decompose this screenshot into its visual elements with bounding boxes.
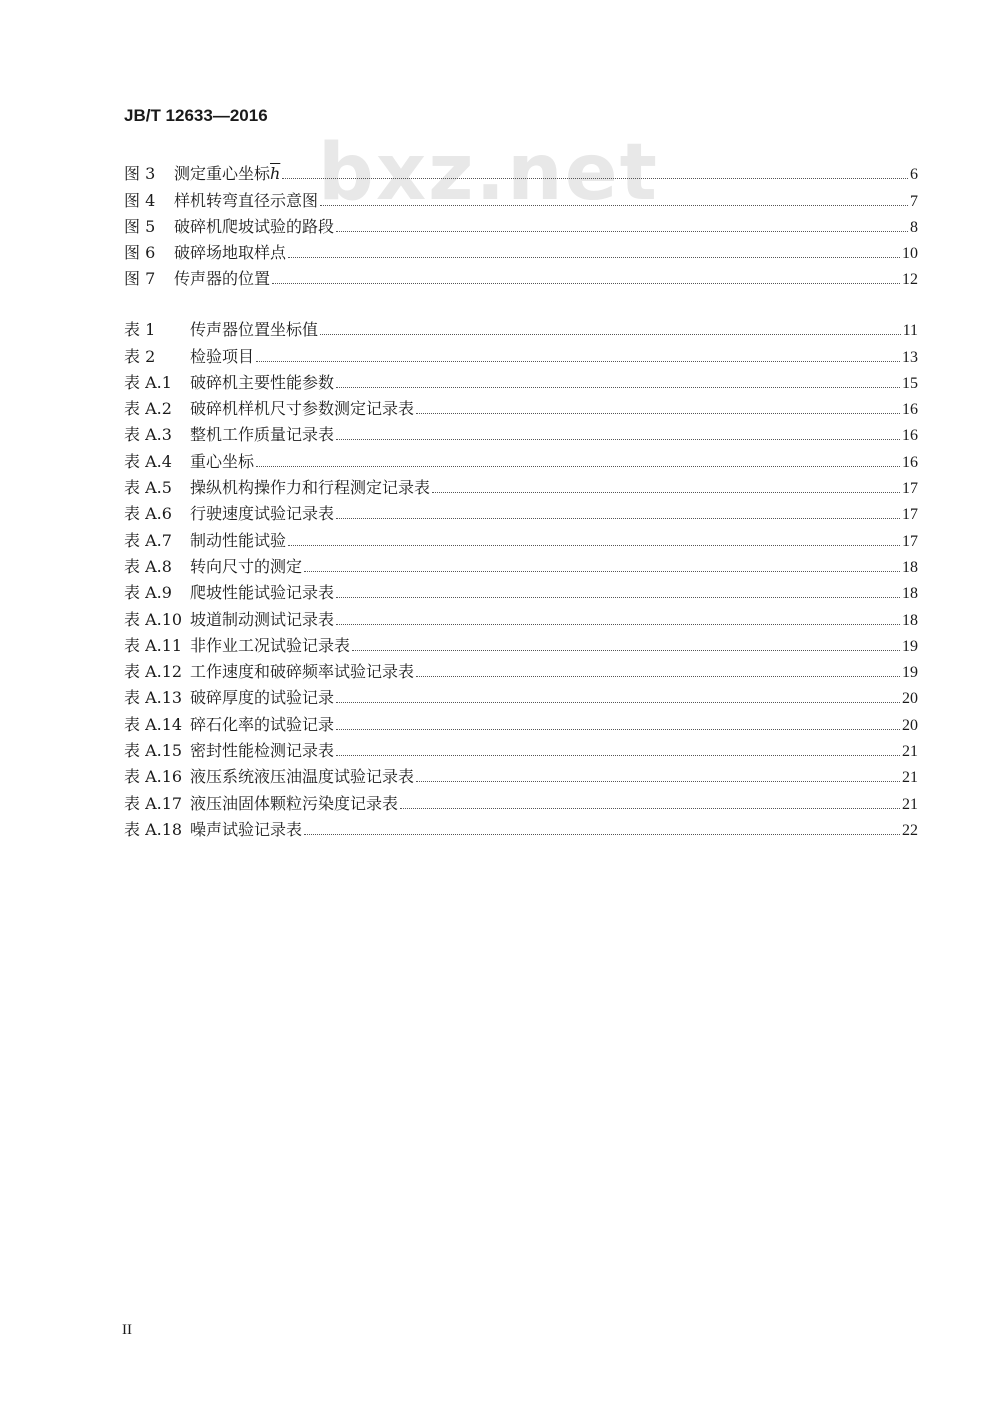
toc-entry-title: 爬坡性能试验记录表: [190, 583, 335, 603]
toc-entry-title: 工作速度和破碎频率试验记录表: [190, 662, 415, 682]
toc-entry[interactable]: [124, 814, 918, 840]
toc-entry-page: 17: [902, 506, 918, 524]
toc-entry-label: 表 A.2: [124, 399, 172, 419]
toc-entry-title: 液压油固体颗粒污染度记录表: [190, 793, 399, 813]
toc-entry-page: 15: [902, 374, 918, 392]
dot-leader: [272, 282, 900, 284]
toc-entry-page: 18: [902, 585, 918, 603]
toc-entry-title: 操纵机构操作力和行程测定记录表: [190, 478, 431, 498]
toc-entry-label: 表 A.14: [124, 714, 183, 734]
toc-entry[interactable]: [124, 735, 918, 761]
dot-leader: [304, 570, 900, 572]
dot-leader: [352, 649, 900, 651]
toc-entry-title: 破碎机主要性能参数: [190, 372, 335, 392]
toc-entry-label: 表 A.4: [124, 451, 172, 471]
toc-entry-page: 21: [902, 743, 918, 761]
toc-entry-page: 13: [902, 348, 918, 366]
toc-entry-page: 19: [902, 664, 918, 682]
dot-leader: [256, 465, 900, 467]
toc-entry-title: 破碎场地取样点: [174, 243, 287, 263]
toc-entry-page: 21: [902, 769, 918, 787]
toc-entry[interactable]: [124, 314, 918, 340]
dot-leader: [416, 412, 900, 414]
dot-leader: [336, 754, 900, 756]
toc-entry-page: 16: [902, 401, 918, 419]
dot-leader: [416, 780, 900, 782]
toc-entry-page: 19: [902, 637, 918, 655]
toc-entry-page: 17: [902, 480, 918, 498]
toc-entry-title: 密封性能检测记录表: [190, 741, 335, 761]
toc-entry-title: 破碎机样机尺寸参数测定记录表: [190, 399, 415, 419]
toc-entry-label: 表 2: [124, 346, 156, 366]
toc-entry[interactable]: [124, 184, 918, 210]
toc-entry-label: 表 A.5: [124, 478, 172, 498]
toc-entry-title: 整机工作质量记录表: [190, 425, 335, 445]
toc-entry[interactable]: [124, 263, 918, 289]
toc-entry-label: 表 A.18: [124, 819, 183, 839]
toc-entry[interactable]: [124, 524, 918, 550]
toc-entry-label: 表 A.11: [124, 635, 183, 655]
toc-entry-label: 图 4: [124, 190, 156, 210]
toc-entry[interactable]: [124, 656, 918, 682]
toc-entry-page: 17: [902, 532, 918, 550]
dot-leader: [304, 833, 900, 835]
table-list: [124, 314, 918, 840]
toc-entry-label: 表 A.3: [124, 425, 172, 445]
toc-entry-label: 图 5: [124, 216, 156, 236]
toc-entry[interactable]: [124, 603, 918, 629]
figure-list: [124, 158, 918, 289]
toc-entry-label: 图 3: [124, 164, 156, 184]
toc-entry[interactable]: [124, 367, 918, 393]
toc-entry-page: 7: [910, 192, 918, 210]
toc-entry-label: 表 A.7: [124, 530, 172, 550]
toc-entry-page: 8: [910, 218, 918, 236]
toc-entry[interactable]: [124, 761, 918, 787]
dot-leader: [336, 517, 900, 519]
toc-entry-title: 坡道制动测试记录表: [190, 609, 335, 629]
toc-entry-label: 表 A.1: [124, 372, 172, 392]
dot-leader: [288, 544, 900, 546]
toc-entry[interactable]: [124, 158, 918, 184]
toc-entry-label: 图 6: [124, 243, 156, 263]
toc-entry-label: 表 A.12: [124, 662, 183, 682]
toc-entry-title: 转向尺寸的测定: [190, 556, 303, 576]
toc-entry-label: 表 A.16: [124, 767, 183, 787]
toc-entry-page: 22: [902, 821, 918, 839]
toc-entry[interactable]: [124, 445, 918, 471]
toc-entry[interactable]: [124, 630, 918, 656]
dot-leader: [336, 596, 900, 598]
dot-leader: [336, 386, 900, 388]
watermark: bxz.net: [318, 128, 659, 218]
toc-entry[interactable]: [124, 340, 918, 366]
toc-entry-label: 表 A.15: [124, 741, 183, 761]
dot-leader: [336, 230, 908, 232]
toc-entry-label: 表 A.6: [124, 504, 172, 524]
toc-entry-page: 11: [902, 322, 918, 340]
page-number: II: [122, 1322, 132, 1338]
dot-leader: [432, 491, 900, 493]
toc-entry-title: 制动性能试验: [190, 530, 287, 550]
dot-leader: [416, 675, 900, 677]
toc-entry-title: 碎石化率的试验记录: [190, 714, 335, 734]
toc-entry-title: 重心坐标: [190, 451, 255, 471]
toc-entry-page: 20: [902, 690, 918, 708]
toc-entry-page: 16: [902, 427, 918, 445]
toc-entry-page: 10: [902, 245, 918, 263]
toc-entry-label: 表 A.13: [124, 688, 183, 708]
toc-entry-page: 6: [910, 166, 918, 184]
dot-leader: [256, 360, 900, 362]
h-bar-symbol: $\overline{h}$: [270, 164, 281, 184]
toc-entry-title: 液压系统液压油温度试验记录表: [190, 767, 415, 787]
toc-entry-title: 破碎厚度的试验记录: [190, 688, 335, 708]
toc-entry-title: 破碎机爬坡试验的路段: [174, 216, 335, 236]
toc-entry-page: 18: [902, 558, 918, 576]
toc-entry[interactable]: [124, 211, 918, 237]
toc-entry-title: 测定重心坐标$\overline{h}$: [174, 164, 281, 184]
toc-entry[interactable]: [124, 498, 918, 524]
toc-entry[interactable]: [124, 682, 918, 708]
standard-code-header: JB/T 12633—2016: [124, 106, 268, 125]
toc-entry-title: 传声器位置坐标值: [190, 320, 319, 340]
toc-entry-title: 噪声试验记录表: [190, 819, 303, 839]
toc-entry-title: 传声器的位置: [174, 269, 271, 289]
dot-leader: [320, 333, 901, 335]
dot-leader: [336, 701, 900, 703]
dot-leader: [288, 256, 900, 258]
toc-entry[interactable]: [124, 787, 918, 813]
toc-entry-label: 表 A.8: [124, 556, 172, 576]
dot-leader: [336, 728, 900, 730]
toc-entry-page: 12: [902, 271, 918, 289]
toc-entry-label: 表 1: [124, 320, 156, 340]
toc-entry[interactable]: [124, 393, 918, 419]
toc-entry-label: 图 7: [124, 269, 156, 289]
dot-leader: [336, 438, 900, 440]
toc-entry-label: 表 A.17: [124, 793, 183, 813]
dot-leader: [400, 807, 900, 809]
toc-entry-page: 20: [902, 716, 918, 734]
dot-leader: [320, 204, 908, 206]
toc-entry-page: 18: [902, 611, 918, 629]
toc-entry-title: 行驶速度试验记录表: [190, 504, 335, 524]
toc-entry-page: 21: [902, 795, 918, 813]
toc-entry[interactable]: [124, 237, 918, 263]
toc-entry[interactable]: [124, 419, 918, 445]
toc-entry[interactable]: [124, 708, 918, 734]
toc-entry-page: 16: [902, 453, 918, 471]
toc-entry-title: 样机转弯直径示意图: [174, 190, 319, 210]
dot-leader: [336, 623, 900, 625]
toc-entry[interactable]: [124, 577, 918, 603]
toc-entry[interactable]: [124, 472, 918, 498]
toc-entry-title: 检验项目: [190, 346, 255, 366]
toc-entry-title: 非作业工况试验记录表: [190, 635, 351, 655]
toc-entry[interactable]: [124, 551, 918, 577]
toc-entry-label: 表 A.10: [124, 609, 183, 629]
toc-entry-label: 表 A.9: [124, 583, 172, 603]
dot-leader: [282, 177, 908, 179]
